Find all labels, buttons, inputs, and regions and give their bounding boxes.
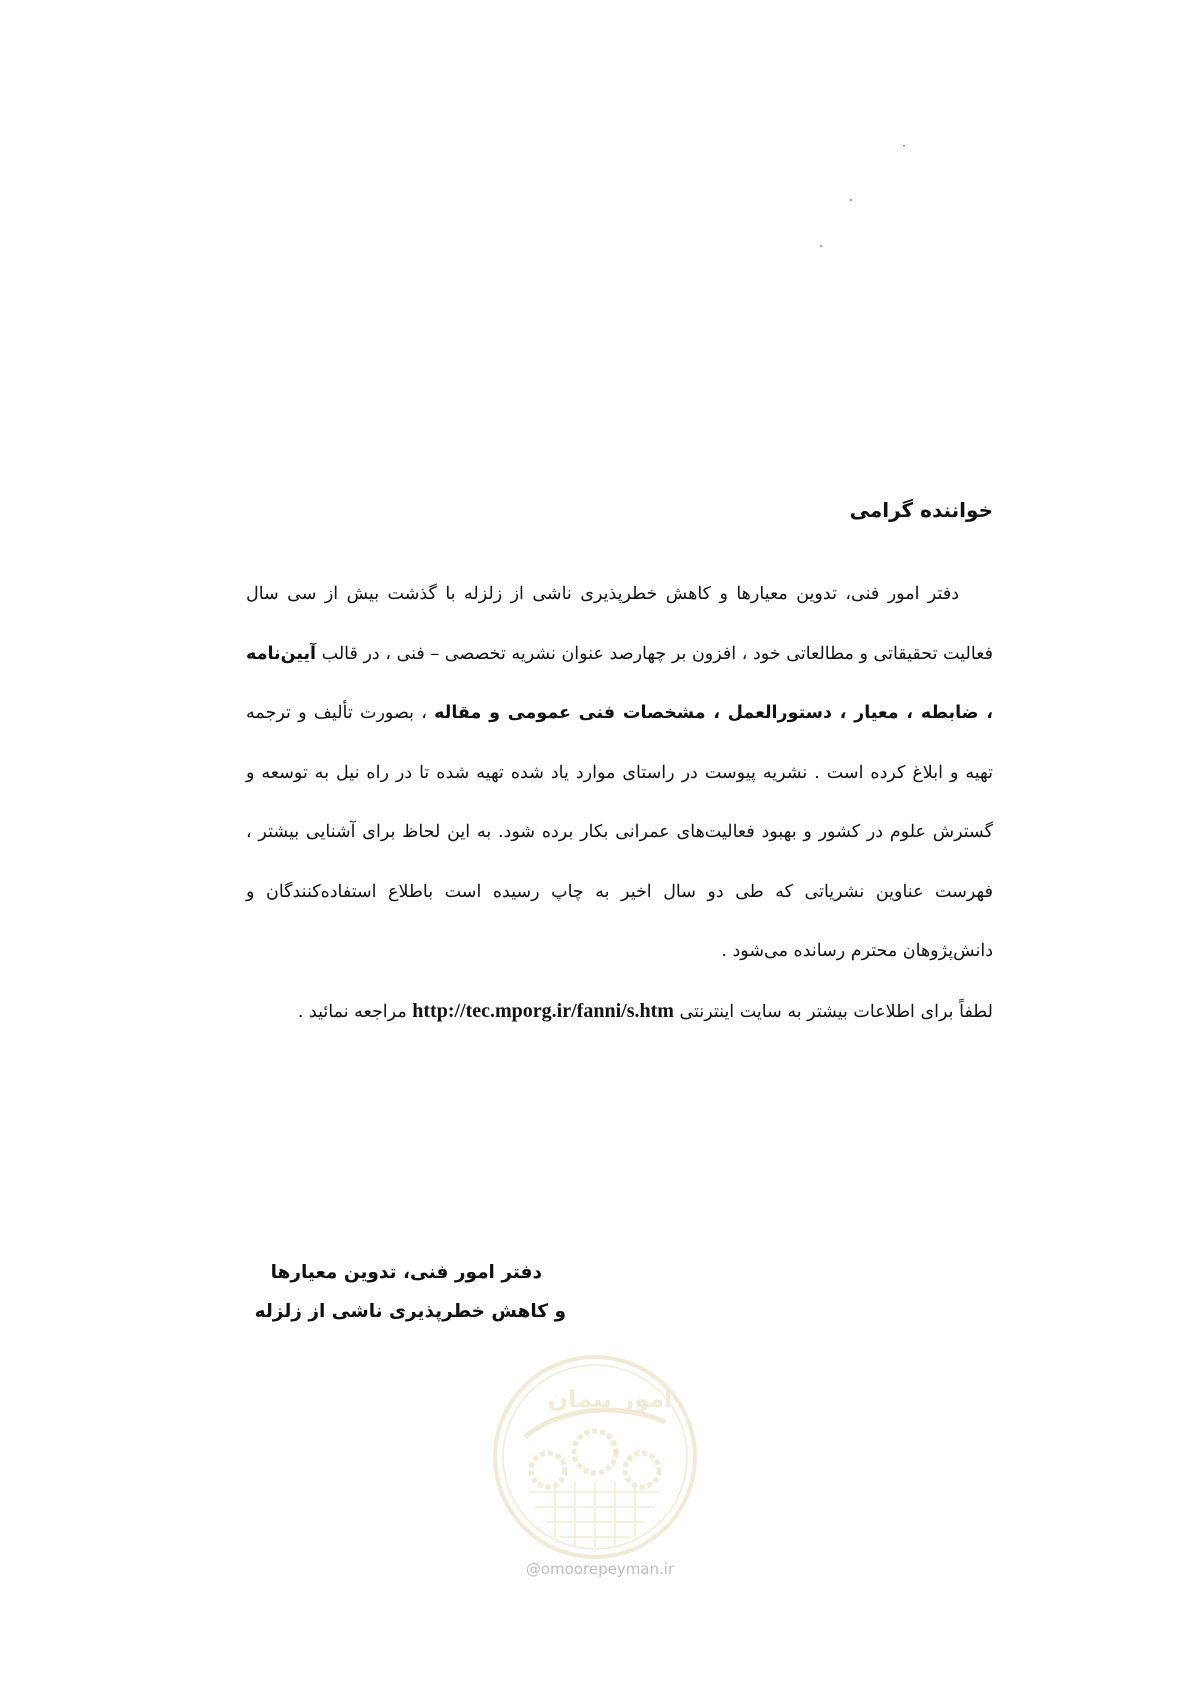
signature-line-2: و کاهش خطرپذیری ناشی از زلزله <box>254 1301 566 1322</box>
intro-text-part-1: دفتر امور فنی، تدوین معیارها و کاهش خطرپذیری ناشی از زلزله با گذشت بیش از سی سال فعالیت تحقیقاتی و مطالعاتی خود ، افزون بر چهارصد عنوان نشریه تخصصی – فنی ، در قالب <box>246 584 993 664</box>
intro-text-part-2: ، بصورت تألیف و ترجمه تهیه و ابلاغ کرده است . نشریه پیوست در راستای موارد یاد شده تهیه شده تا در راه نیل به توسعه و گسترش علوم در کشور و بهبود فعالیت‌های عمرانی بکار برده شود. به این لحاظ برای آشنایی بیشتر ، فهرست عناوین نشریاتی که طی دو سال اخیر به چاپ رسیده است باطلاع استفاده‌کنندگان و دانش‌پژوهان محترم رسانده می‌شود . <box>246 703 993 961</box>
intro-paragraph <box>246 565 993 982</box>
signature-block <box>246 1262 566 1322</box>
website-url[interactable]: http://tec.mporg.ir/fanni/s.htm <box>412 999 674 1022</box>
watermark-logo-text: امور پیمان <box>547 1385 673 1413</box>
body-text <box>246 565 993 1042</box>
watermark-gears <box>531 1431 659 1487</box>
website-text-part-1: لطفاً برای اطلاعات بیشتر به سایت اینترنتی <box>673 1001 993 1022</box>
watermark-grid <box>530 1482 660 1552</box>
website-paragraph <box>246 982 993 1043</box>
watermark-caption: @omoorepeyman.ir <box>525 1560 675 1578</box>
scan-speck <box>820 245 822 247</box>
scan-speck <box>850 199 852 201</box>
website-text-part-2: مراجعه نمائید . <box>297 1001 413 1022</box>
greeting-heading: خواننده گرامی <box>849 498 993 522</box>
publication-types: آیین‌نامه ، ضابطه ، معیار ، دستورالعمل ، مشخصات فنی عمومی و مقاله <box>246 643 994 723</box>
signature-line-1: دفتر امور فنی، تدوین معیارها <box>270 1262 542 1283</box>
watermark-logo <box>490 1352 700 1562</box>
scan-speck <box>903 145 905 147</box>
